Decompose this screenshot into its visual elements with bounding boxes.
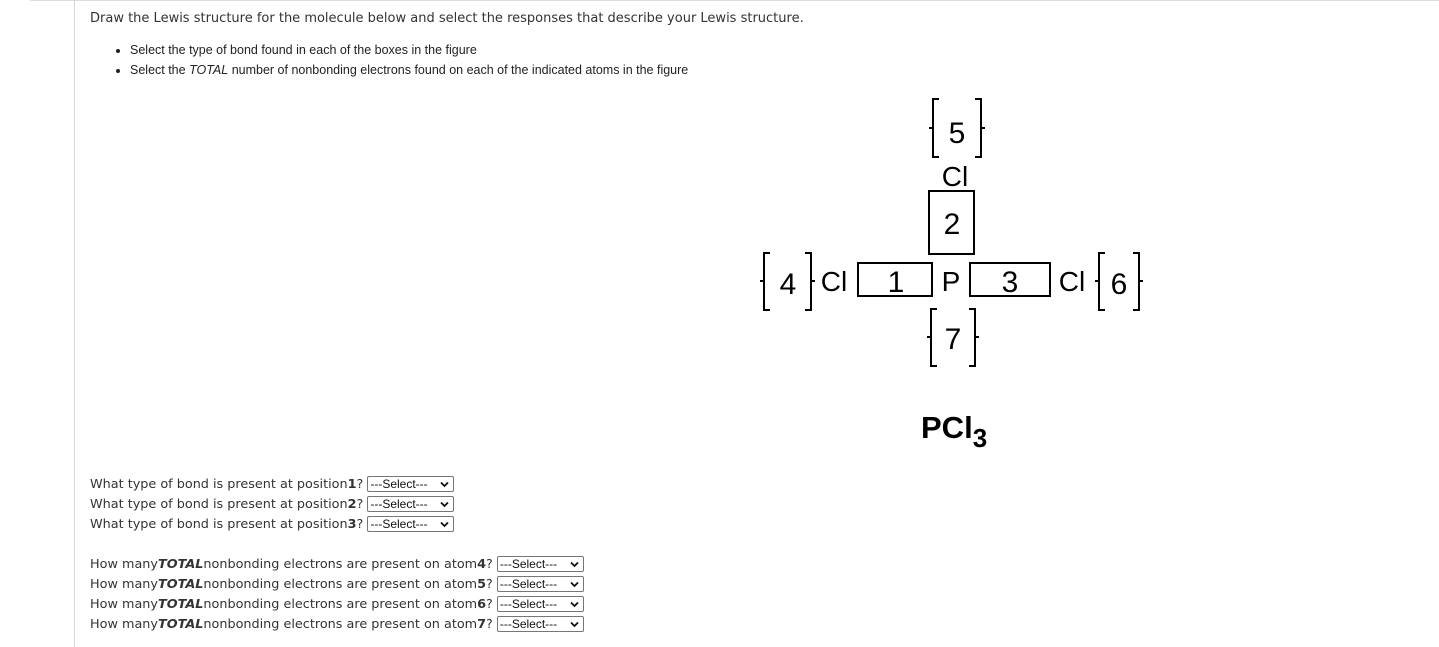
brace-label-5: 5 <box>948 117 966 150</box>
chevron-down-icon <box>569 599 580 610</box>
question-mark: ? <box>486 596 493 612</box>
question-mark: ? <box>486 556 493 572</box>
position-number: 2 <box>347 496 357 512</box>
top-divider <box>30 0 1439 1</box>
bond-box-2 <box>929 191 974 254</box>
nonbonding-select-4[interactable] <box>497 556 584 572</box>
bond-type-select-2[interactable] <box>367 496 454 512</box>
instructions-text: Draw the Lewis structure for the molecule below and select the responses that describe your Lewis structure. <box>90 11 804 26</box>
select-value: ---Select--- <box>499 617 558 631</box>
chevron-down-icon <box>439 499 450 510</box>
brace-label-6: 6 <box>1110 268 1128 301</box>
bond-question-2 <box>90 494 454 514</box>
chevron-down-icon <box>439 479 450 490</box>
atom-center-p: P <box>941 266 961 297</box>
bond-box-3 <box>970 263 1050 296</box>
brace-left-bracket <box>760 253 770 310</box>
question-mark: ? <box>356 476 364 492</box>
question-mark: ? <box>486 616 493 632</box>
question-text: nonbonding electrons are present on atom <box>203 556 478 572</box>
question-text: How many <box>90 576 158 592</box>
bond-box-label-1: 1 <box>887 266 905 299</box>
nonbonding-question-4 <box>90 554 584 574</box>
bond-box-1 <box>858 263 932 296</box>
chevron-down-icon <box>439 519 450 530</box>
atom-number: 7 <box>477 616 487 632</box>
bond-box-label-2: 2 <box>943 208 961 241</box>
question-text: What type of bond is present at position <box>90 496 348 512</box>
atom-right-cl: Cl <box>1058 266 1086 297</box>
select-value: ---Select--- <box>499 557 558 571</box>
nonbonding-select-7[interactable] <box>497 616 584 632</box>
question-text: What type of bond is present at position <box>90 516 348 532</box>
chevron-down-icon <box>569 619 580 630</box>
question-text: How many <box>90 556 158 572</box>
position-number: 1 <box>347 476 357 492</box>
bullet-item <box>130 62 688 82</box>
bond-question-1 <box>90 474 454 494</box>
brace-label-4: 4 <box>779 268 797 301</box>
question-emphasis: TOTAL <box>157 576 204 592</box>
chevron-down-icon <box>569 559 580 570</box>
select-value: ---Select--- <box>370 477 428 491</box>
question-text: How many <box>90 616 158 632</box>
bond-type-select-3[interactable] <box>367 516 454 532</box>
brace-right-bracket <box>1133 253 1143 310</box>
bullet-text: Select the type of bond found in each of the boxes in the figure <box>130 43 477 57</box>
molecule-formula <box>921 410 987 453</box>
brace-left-bracket <box>1095 253 1105 310</box>
select-value: ---Select--- <box>370 497 428 511</box>
question-text: nonbonding electrons are present on atom <box>203 576 478 592</box>
atom-number: 5 <box>477 576 487 592</box>
brace-label-7: 7 <box>944 323 962 356</box>
nonbonding-question-6 <box>90 594 584 614</box>
bullet-text: Select the <box>130 63 190 77</box>
formula-subscript: 3 <box>972 423 988 453</box>
bond-box-label-3: 3 <box>1001 266 1019 299</box>
brace-left-bracket <box>929 99 939 157</box>
nonbonding-question-7 <box>90 614 584 634</box>
atom-top-cl: Cl <box>941 161 969 192</box>
select-value: ---Select--- <box>370 517 428 531</box>
question-text: How many <box>90 596 158 612</box>
question-mark: ? <box>356 496 364 512</box>
brace-right-bracket <box>969 309 979 366</box>
question-mark: ? <box>486 576 493 592</box>
select-value: ---Select--- <box>499 577 558 591</box>
question-emphasis: TOTAL <box>157 556 204 572</box>
bullet-item <box>130 42 688 62</box>
nonbonding-question-5 <box>90 574 584 594</box>
left-divider <box>74 0 75 647</box>
brace-left-bracket <box>927 309 937 366</box>
brace-right-bracket <box>805 253 815 310</box>
atom-number: 6 <box>477 596 487 612</box>
question-emphasis: TOTAL <box>157 596 204 612</box>
bullet-emphasis: TOTAL <box>189 63 229 77</box>
chevron-down-icon <box>569 579 580 590</box>
question-emphasis: TOTAL <box>157 616 204 632</box>
atom-number: 4 <box>477 556 487 572</box>
select-value: ---Select--- <box>499 597 558 611</box>
instruction-bullets <box>112 42 688 82</box>
brace-right-bracket <box>975 99 985 157</box>
atom-left-cl: Cl <box>820 266 848 297</box>
bond-type-select-1[interactable] <box>367 476 454 492</box>
position-number: 3 <box>347 516 357 532</box>
question-text: What type of bond is present at position <box>90 476 348 492</box>
nonbonding-select-6[interactable] <box>497 596 584 612</box>
question-text: nonbonding electrons are present on atom <box>203 616 478 632</box>
question-mark: ? <box>356 516 364 532</box>
bullet-text: number of nonbonding electrons found on each of the indicated atoms in the figure <box>228 63 689 77</box>
bond-question-3 <box>90 514 454 534</box>
question-text: nonbonding electrons are present on atom <box>203 596 478 612</box>
nonbonding-select-5[interactable] <box>497 576 584 592</box>
formula-main: PCl <box>921 410 973 445</box>
